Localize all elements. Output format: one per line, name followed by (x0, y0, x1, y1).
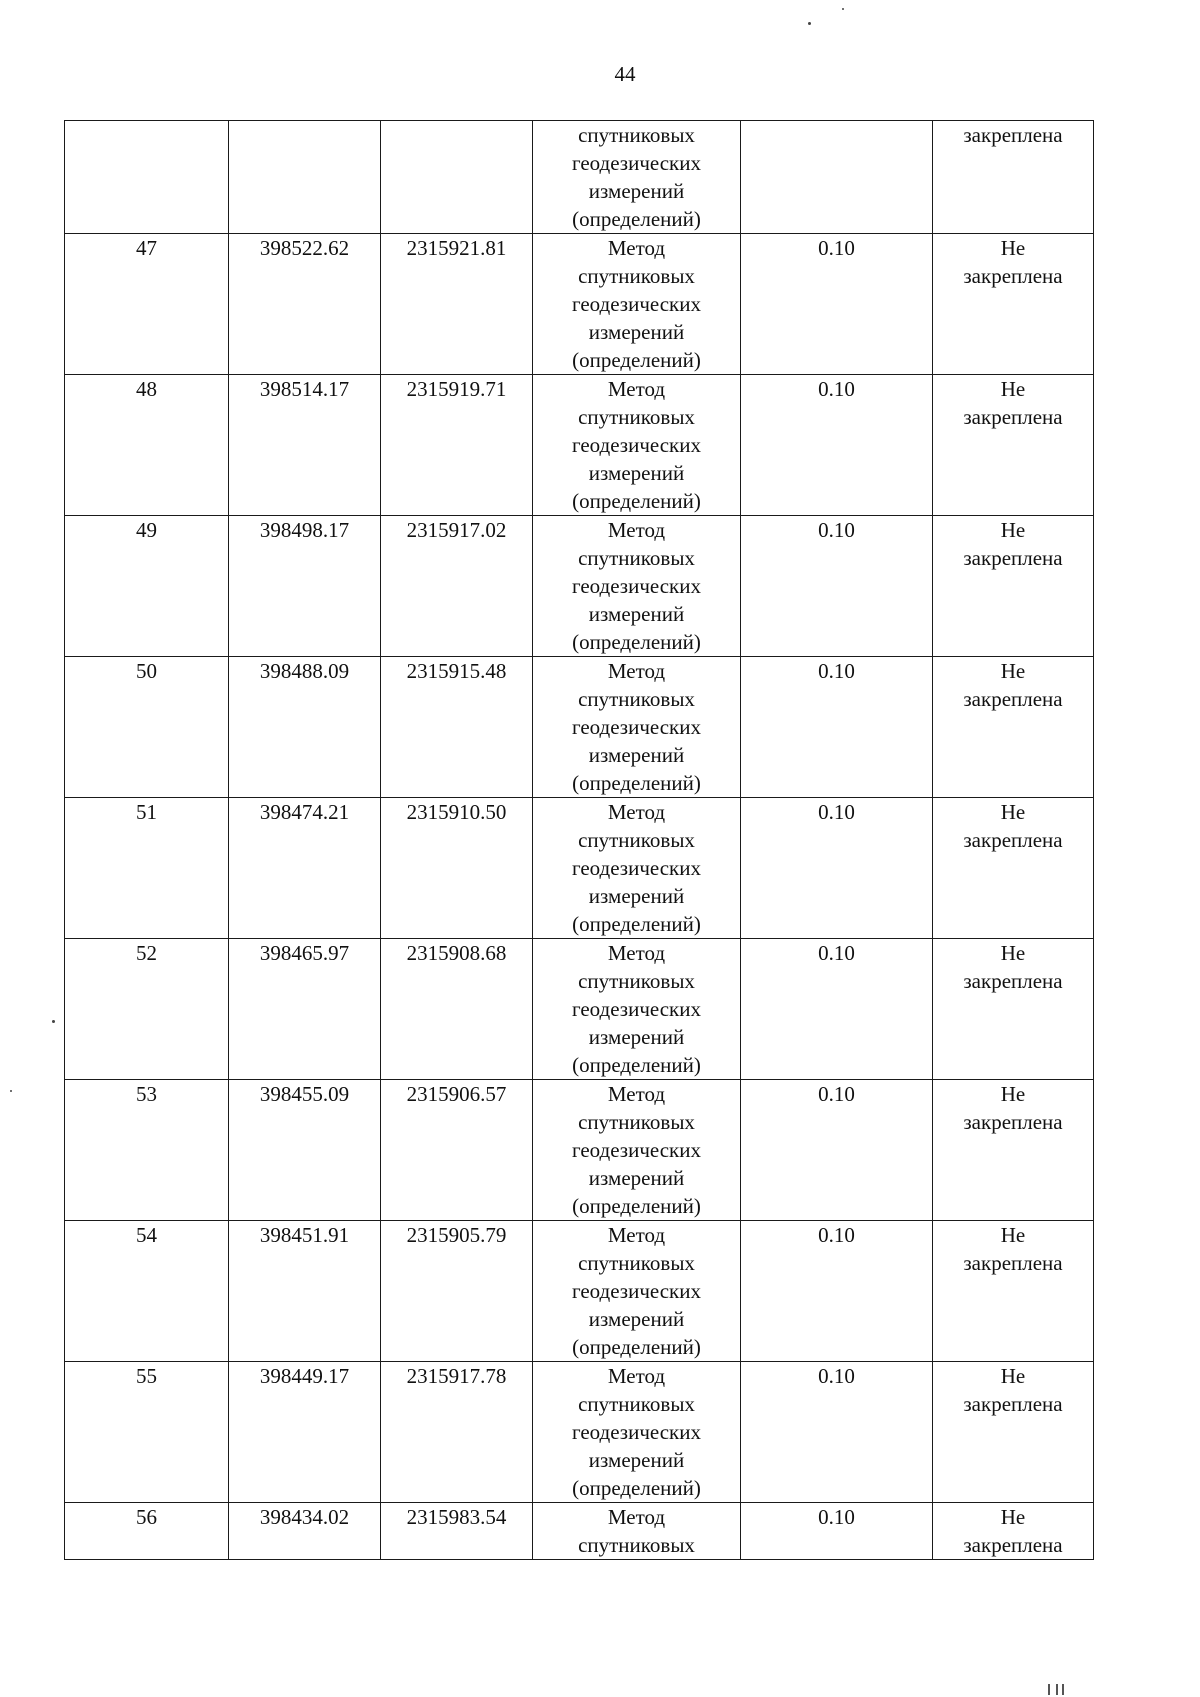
cell-method: Метод спутниковых (533, 1503, 741, 1560)
cell-x: 398474.21 (229, 798, 381, 939)
cell-num: 48 (65, 375, 229, 516)
cell-x: 398498.17 (229, 516, 381, 657)
cell-method: Метод спутниковых геодезических измерений (определений) (533, 1080, 741, 1221)
cell-accuracy: 0.10 (741, 1080, 933, 1221)
table-row (65, 1080, 1094, 1221)
table-row (65, 1503, 1094, 1560)
cell-status: Не закреплена (933, 1362, 1094, 1503)
cell-num: 54 (65, 1221, 229, 1362)
cell-num: 56 (65, 1503, 229, 1560)
cell-status: Не закреплена (933, 1221, 1094, 1362)
cell-x: 398488.09 (229, 657, 381, 798)
cell-method: Метод спутниковых геодезических измерений (определений) (533, 798, 741, 939)
cell-method: Метод спутниковых геодезических измерений (определений) (533, 234, 741, 375)
cell-x: 398465.97 (229, 939, 381, 1080)
table-row (65, 1221, 1094, 1362)
cell-y: 2315917.02 (381, 516, 533, 657)
cell-status: Не закреплена (933, 1503, 1094, 1560)
cell-y: 2315921.81 (381, 234, 533, 375)
scan-speck (808, 22, 811, 25)
cell-x: 398522.62 (229, 234, 381, 375)
cell-num: 50 (65, 657, 229, 798)
coordinates-table (64, 120, 1094, 1560)
cell-method: Метод спутниковых геодезических измерений (определений) (533, 657, 741, 798)
cell-status: Не закреплена (933, 798, 1094, 939)
cell-method: Метод спутниковых геодезических измерений (определений) (533, 1362, 741, 1503)
scan-speck (10, 1090, 12, 1092)
cell-method: спутниковых геодезических измерений (определений) (533, 121, 741, 234)
cell-num: 49 (65, 516, 229, 657)
cell-num: 52 (65, 939, 229, 1080)
cell-x (229, 121, 381, 234)
cell-accuracy: 0.10 (741, 516, 933, 657)
cell-y: 2315910.50 (381, 798, 533, 939)
cell-status: Не закреплена (933, 234, 1094, 375)
cell-accuracy: 0.10 (741, 1503, 933, 1560)
cell-num: 47 (65, 234, 229, 375)
table-row-continuation (65, 121, 1094, 234)
cell-num: 53 (65, 1080, 229, 1221)
cell-accuracy (741, 121, 933, 234)
cell-accuracy: 0.10 (741, 798, 933, 939)
cell-accuracy: 0.10 (741, 234, 933, 375)
table-row (65, 375, 1094, 516)
cell-x: 398451.91 (229, 1221, 381, 1362)
cell-x: 398434.02 (229, 1503, 381, 1560)
cell-method: Метод спутниковых геодезических измерений (определений) (533, 516, 741, 657)
cell-x: 398514.17 (229, 375, 381, 516)
table-row (65, 798, 1094, 939)
cell-accuracy: 0.10 (741, 1362, 933, 1503)
cell-accuracy: 0.10 (741, 657, 933, 798)
cell-status: Не закреплена (933, 375, 1094, 516)
cell-y: 2315917.78 (381, 1362, 533, 1503)
cell-y: 2315905.79 (381, 1221, 533, 1362)
cell-y: 2315919.71 (381, 375, 533, 516)
table-row (65, 234, 1094, 375)
scan-speck (842, 8, 844, 10)
cell-method: Метод спутниковых геодезических измерений (определений) (533, 939, 741, 1080)
scan-speck (52, 1020, 55, 1023)
table-row (65, 1362, 1094, 1503)
cell-y: 2315915.48 (381, 657, 533, 798)
cell-x: 398455.09 (229, 1080, 381, 1221)
table-row (65, 657, 1094, 798)
cell-y (381, 121, 533, 234)
cell-y: 2315906.57 (381, 1080, 533, 1221)
scan-edge-mark (1048, 1683, 1072, 1695)
cell-status: Не закреплена (933, 516, 1094, 657)
cell-y: 2315983.54 (381, 1503, 533, 1560)
page-number: 44 (614, 62, 636, 86)
cell-status: Не закреплена (933, 1080, 1094, 1221)
cell-num: 51 (65, 798, 229, 939)
cell-status: Не закреплена (933, 939, 1094, 1080)
cell-method: Метод спутниковых геодезических измерений (определений) (533, 1221, 741, 1362)
cell-method: Метод спутниковых геодезических измерений (определений) (533, 375, 741, 516)
table-body (65, 121, 1094, 1560)
cell-y: 2315908.68 (381, 939, 533, 1080)
table-row (65, 516, 1094, 657)
cell-accuracy: 0.10 (741, 375, 933, 516)
cell-accuracy: 0.10 (741, 939, 933, 1080)
cell-status: Не закреплена (933, 657, 1094, 798)
cell-num (65, 121, 229, 234)
cell-num: 55 (65, 1362, 229, 1503)
table-row (65, 939, 1094, 1080)
cell-status: закреплена (933, 121, 1094, 234)
cell-x: 398449.17 (229, 1362, 381, 1503)
cell-accuracy: 0.10 (741, 1221, 933, 1362)
